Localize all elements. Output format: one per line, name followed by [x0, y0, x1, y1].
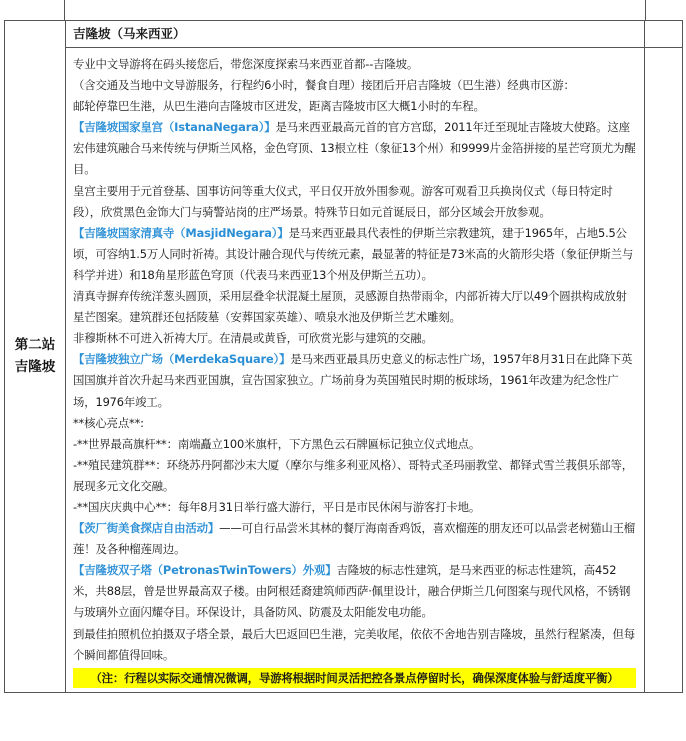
towers-section — [73, 560, 636, 623]
towers-title: 【吉隆坡双子塔（PetronasTwinTowers）外观】 — [73, 563, 337, 578]
station-cell — [5, 21, 66, 693]
intro-line: 专业中文导游将在码头接您后，带您深度探索马来西亚首都--吉隆坡。 — [73, 57, 419, 71]
description-cell — [66, 48, 645, 693]
strip-divider — [645, 0, 646, 20]
intro-line: 邮轮停靠巴生港，从巴生港向吉隆坡市区进发，距离吉隆坡市区大概1小时的车程。 — [73, 99, 485, 114]
city-title-cell — [66, 21, 645, 48]
highlights-heading: **核心亮点**: — [73, 415, 144, 430]
station-number: 第二站 — [14, 337, 56, 354]
square-title: 【吉隆坡独立广场（MerdekaSquare）】 — [73, 352, 291, 367]
closing-text: 到最佳拍照机位拍摄双子塔全景，最后大巴返回巴生港，完美收尾，依依不舍地告别吉隆坡，虽然行程紧凑，但每个瞬间都值得回味。 — [73, 626, 636, 662]
city-title: 吉隆坡（马来西亚） — [73, 26, 186, 41]
food-title: 【茨厂街美食探店自由活动】 — [73, 521, 220, 536]
header-empty-cell — [645, 21, 683, 48]
itinerary-row — [5, 21, 683, 48]
palace-detail: 皇宫主要用于元首登基、国事访问等重大仪式，平日仅开放外围参观。游客可观看卫兵换岗仪式（每日特定时段），欣赏黑色金饰大门与骑警站岗的庄严场景。特殊节日如元首诞辰日，部分区域会开放参观。 — [73, 183, 613, 219]
square-section — [73, 349, 636, 412]
mosque-text: 是马来西亚最具代表性的伊斯兰宗教建筑，建于1965年，占地5.5公顷，可容纳1.5万人同时祈祷。其设计融合现代与传统元素，最显著的特征是73米高的火箭形尖塔（象征伊斯兰与科学并进）和18角星形蓝色穹顶（代表马来西亚13个州及伊斯兰五功）。 — [73, 225, 634, 282]
body-empty-cell — [645, 48, 683, 693]
itinerary-note: （注：行程以实际交通情况微调，导游将根据时间灵活把控各景点停留时长，确保深度体验与舒适度平衡） — [73, 668, 636, 688]
palace-section — [73, 117, 636, 180]
food-section — [73, 518, 636, 560]
mosque-title: 【吉隆坡国家清真寺（MasjidNegara）】 — [73, 225, 289, 240]
itinerary-body-row — [5, 48, 683, 693]
food-text: ——可自行品尝米其林的餐厅海南香鸡饭，喜欢榴莲的朋友还可以品尝老树猫山王榴莲！及各种榴莲周边。 — [73, 521, 636, 557]
mosque-note: 非穆斯林不可进入祈祷大厅。在清晨或黄昏，可欣赏光影与建筑的交融。 — [73, 331, 433, 346]
palace-text: 是马来西亚最高元首的官方宫邸，2011年迁至现址吉隆坡大使路。这座宏伟建筑融合马来传统与伊斯兰风格，金色穹顶、13根立柱（象征13个州）和9999片金箔拼接的星芒穹顶尤为醒目。 — [73, 120, 636, 177]
highlight-item: -**世界最高旗杆**：南端矗立100米旗杆，下方黑色云石牌匾标记独立仪式地点。 — [73, 436, 481, 451]
station-label — [5, 334, 65, 378]
station-city: 吉隆坡 — [14, 359, 56, 376]
intro-line: （含交通及当地中文导游服务，行程约6小时，餐食自理）接团后开启吉隆坡（巴生港）经典市区游： — [73, 78, 575, 93]
highlight-item: -**国庆庆典中心**：每年8月31日举行盛大游行，平日是市民休闲与游客打卡地。 — [73, 499, 481, 514]
previous-row-strip — [4, 0, 682, 20]
towers-text: 吉隆坡的标志性建筑，是马来西亚的标志性建筑，高452米，共88层，曾是世界最高双子楼。由阿根廷裔建筑师西萨·佩里设计，融合伊斯兰几何图案与现代风格，不锈钢与玻璃外立面闪耀夺目。环保设计，具备防风、防震及太阳能发电功能。 — [73, 563, 631, 620]
square-text: 是马来西亚最具历史意义的标志性广场，1957年8月31日在此降下英国国旗并首次升起马来西亚国旗，宣告国家独立。广场前身为英国殖民时期的板球场，1961年改建为纪念性广场，1976年竣工。 — [73, 352, 633, 409]
strip-divider — [64, 0, 65, 20]
mosque-section — [73, 223, 636, 286]
itinerary-table — [4, 20, 683, 693]
mosque-detail: 清真寺摒弃传统洋葱头圆顶，采用层叠伞状混凝土屋顶，灵感源自热带雨伞，内部祈祷大厅以49个圆拱构成放射星芒图案。建筑群还包括陵墓（安葬国家英雄）、喷泉水池及伊斯兰艺术雕刻。 — [73, 289, 627, 325]
palace-title: 【吉隆坡国家皇宫（IstanaNegara）】 — [73, 120, 276, 135]
highlight-item: -**殖民建筑群**：环绕苏丹阿都沙末大厦（摩尔与维多利亚风格）、哥特式圣玛丽教堂、都铎式雪兰莪俱乐部等，展现多元文化交融。 — [73, 457, 633, 493]
